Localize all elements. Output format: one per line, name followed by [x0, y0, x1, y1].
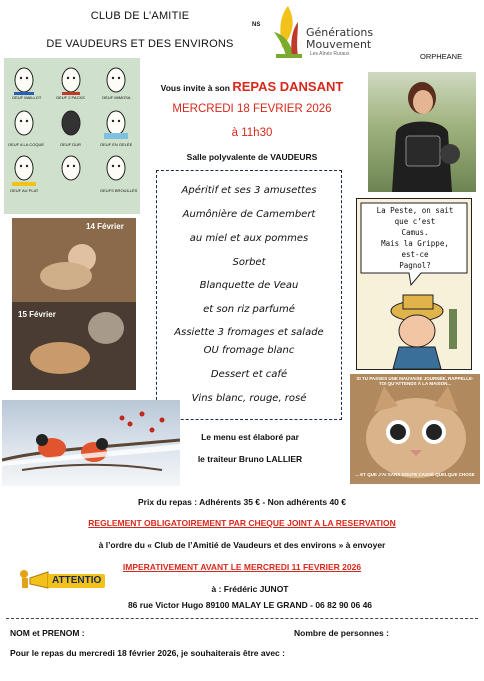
pricing-line: Prix du repas : Adhérents 35 € - Non adhérents 40 €: [137, 497, 346, 507]
egg-label-5: OEUF DUR: [60, 142, 81, 147]
menu-item-1: Apéritif et ses 3 amusettes: [181, 185, 317, 196]
menu-item-6: et son riz parfumé: [203, 304, 295, 315]
invite-prefix: Vous invite à son: [160, 83, 233, 93]
contact-name: à : Frédéric JUNOT: [211, 584, 289, 594]
menu-item-10: Vins blanc, rouge, rosé: [191, 393, 307, 404]
payment-notice: REGLEMENT OBLIGATOIREMENT PAR CHEQUE JOINT A LA RESERVATION: [88, 518, 396, 528]
logo-text-mouvement: Mouvement: [306, 38, 372, 51]
cut-line: [6, 618, 478, 619]
menu-item-8: OU fromage blanc: [203, 345, 295, 356]
egg-label-3: OEUF MIMOSA: [102, 95, 131, 100]
meme-top-text: SI TU PASSES UNE MAUVAISE JOURNÉE, RAPPELLE-TOI QU’ATTENDS À LA MAISON...: [356, 376, 474, 386]
form-meal-line: Pour le repas du mercredi 18 février 2026, je souhaiterais être avec :: [10, 648, 285, 658]
menu-item-4: Sorbet: [232, 257, 266, 268]
egg-label-6: OEUF EN GELÉE: [100, 142, 133, 147]
birds-drawing: [2, 400, 180, 486]
menu-item-2: Aumônière de Camembert: [182, 209, 316, 220]
order-line: à l’ordre du « Club de l’Amitié de Vaudeurs et des environs » à envoyer: [98, 540, 386, 550]
comic-line-6: Pagnol?: [399, 261, 431, 270]
tintin-comic: [356, 198, 472, 370]
meme-bottom-text: ... ET QUE J’AI SANS DOUTE CASSÉ QUELQUE CHOSE: [355, 472, 475, 477]
cat-meme-photo: [350, 374, 480, 484]
menu-item-9: Dessert et café: [210, 369, 288, 380]
event-venue: Salle polyvalente de VAUDEURS: [186, 152, 318, 162]
menu-item-5: Blanquette de Veau: [199, 280, 299, 291]
egg-label-7: OEUF AU PLAT: [10, 188, 39, 193]
singer-drawing: [368, 72, 476, 192]
event-title: REPAS DANSANT: [232, 79, 344, 94]
cats-valentine-photo: [12, 218, 136, 390]
bullfinch-birds-photo: [2, 400, 180, 486]
comic-line-5: est-ce: [401, 250, 429, 259]
caterer-line1: Le menu est élaboré par: [201, 432, 299, 442]
logo-figure-icon: [268, 4, 308, 62]
event-time: à 11h30: [231, 127, 273, 139]
event-date: MERCREDI 18 FEVRIER 2026: [172, 103, 332, 115]
attention-sign: [16, 568, 124, 592]
egg-label-8: OEUFS BROUILLÉS: [100, 188, 138, 193]
cats-drawing: [12, 218, 136, 390]
comic-line-2: que c’est: [394, 217, 436, 226]
comic-line-3: Camus.: [401, 228, 429, 237]
accordion-singer-photo: [368, 72, 476, 192]
logo-ns: NS: [252, 22, 261, 28]
invite-line: [144, 78, 360, 96]
logo-text-generations: Générations: [306, 26, 374, 39]
club-name-line2: DE VAUDEURS ET DES ENVIRONS: [46, 38, 234, 50]
egg-label-2: OEUF 2 PACKS: [56, 95, 85, 100]
generations-mouvement-logo: [252, 4, 392, 64]
cat-meme-drawing: [350, 374, 480, 484]
cats-label-15: 15 Février: [18, 310, 56, 319]
comic-speech-bubble: [365, 205, 465, 271]
orpheane-label: ORPHEANE: [420, 52, 463, 61]
attention-label: ATTENTIO: [48, 574, 105, 588]
menu-item-3: au miel et aux pommes: [189, 233, 309, 244]
form-name-label: NOM et PRENOM :: [10, 628, 85, 638]
menu-box: [156, 170, 342, 420]
logo-subtitle: Les Aînés Ruraux: [310, 51, 350, 57]
deadline-line: IMPERATIVEMENT AVANT LE MERCREDI 11 FEVRIER 2026: [122, 562, 362, 572]
club-name-line1: CLUB DE L’AMITIE: [90, 10, 190, 22]
contact-address: 86 rue Victor Hugo 89100 MALAY LE GRAND - 06 82 90 06 46: [127, 600, 373, 610]
cats-label-14: 14 Février: [86, 222, 124, 231]
caterer-line2: le traiteur Bruno LALLIER: [197, 454, 303, 464]
eggs-illustration: [4, 58, 140, 214]
comic-line-4: Mais la Grippe,: [381, 239, 449, 248]
egg-label-1: OEUF MAILLOT: [12, 95, 42, 100]
form-persons-label: Nombre de personnes :: [294, 628, 389, 638]
menu-item-7: Assiette 3 fromages et salade: [174, 327, 324, 338]
comic-line-1: La Peste, on sait: [376, 206, 454, 215]
egg-label-4: OEUF A LA COQUE: [8, 142, 45, 147]
